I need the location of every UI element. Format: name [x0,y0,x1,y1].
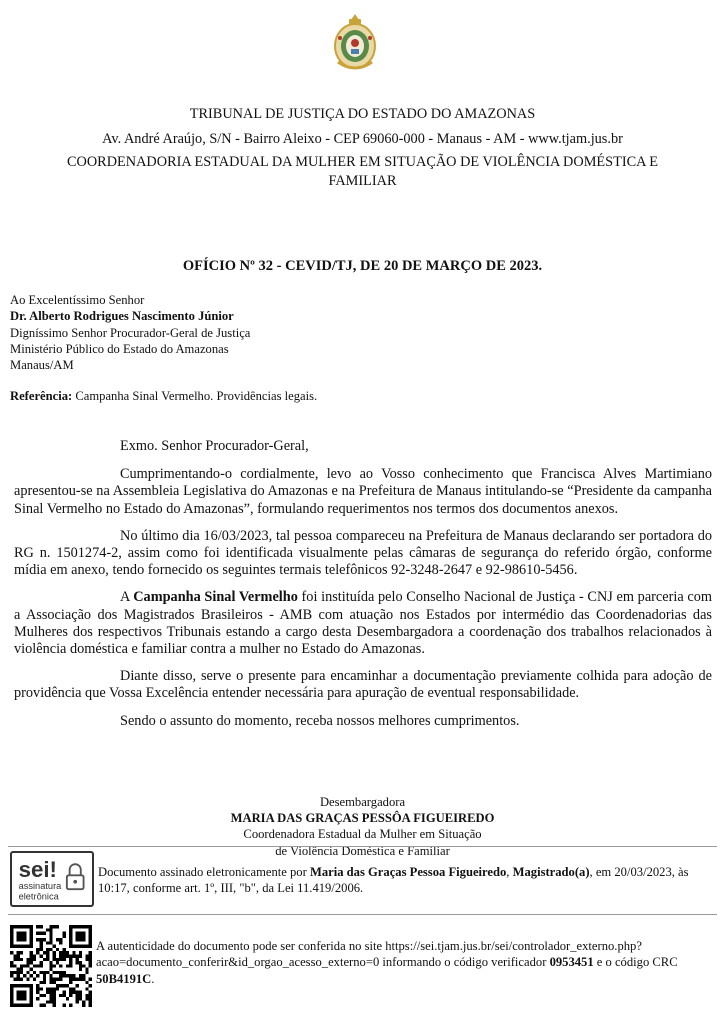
letter-body [14,438,712,740]
electronic-signature-box [8,846,717,910]
paragraph-3-prefix: A [120,589,134,606]
verifier-code: 0953451 [549,955,594,970]
paragraph-3-rest: foi instituída pelo Conselho Nacional de Justiça - CNJ em parceria com a Associação dos Magistrados Brasileiros - AMB com atuação nos Estados por intermédio das Coordenadorias das Mulheres dos respectivos Tribunais estando a cargo desta Desembargadora a coordenação dos trabalhos relacionados à violência doméstica e familiar contra a mulher no Estado do Amazonas. [14,589,712,658]
signer-name: MARIA DAS GRAÇAS PESSÔA FIGUEIREDO [230,811,495,826]
authenticity-box [8,914,717,1014]
addressee-city: Manaus/AM [10,358,74,373]
reference-label: Referência: [10,389,73,403]
paragraph-1: Cumprimentando-o cordialmente, levo ao Vosso conhecimento que Francisca Alves Martimiano apresentou-se na Assembleia Legislativa do Amazonas e na Prefeitura de Manaus intitulando-se “Presidente da campanha Sinal Vermelho no Estado do Amazonas”, formulando requerimentos nos termos dos documentos anexos. [14,466,712,517]
sei-logo-sub2: eletrônica [18,891,59,902]
sig-text-2: , [506,865,513,879]
greeting: Exmo. Senhor Procurador-Geral, [120,438,309,454]
letterhead [0,104,725,190]
document-title: OFÍCIO Nº 32 - CEVID/TJ, DE 20 DE MARÇO DE 2023. [182,258,543,274]
signer-line [0,794,725,826]
sig-text-1: Documento assinado eletronicamente por [98,865,310,879]
paragraph-2: No último dia 16/03/2023, tal pessoa compareceu na Prefeitura de Manaus declarando ser portadora do RG n. 1501274-2, assim como foi identificada visualmente pelas câmaras de segurança do referido órgão, conforme mídia em anexo, tendo fornecido os seguintes termais telefônicos 92-3248-2647 e 92-98610-5456. [14,527,712,579]
sei-logo-text: sei! [18,857,57,883]
sig-signer: Maria das Graças Pessoa Figueiredo [309,865,507,879]
paragraph-4: Diante disso, serve o presente para encaminhar a documentação previamente colhida para adoção de providência que Vossa Excelência entender necessária para apuração de eventual responsabilidade. [14,668,712,702]
authenticity-text [96,938,708,987]
coat-of-arms-seal [332,12,378,74]
campaign-name: Campanha Sinal Vermelho [133,589,298,606]
addressee-block [10,292,250,373]
addressee-role: Digníssimo Senhor Procurador-Geral de Justiça [10,325,251,340]
addressee-salutation: Ao Excelentíssimo Senhor [10,293,145,307]
signer-role-line-2: de Violência Doméstica e Familiar [275,843,450,858]
institution-name: TRIBUNAL DE JUSTIÇA DO ESTADO DO AMAZONAS [189,106,536,122]
auth-text-3: . [151,971,155,986]
crc-code: 50B4191C [96,971,152,986]
electronic-signature-text [98,864,718,897]
paragraph-5: Sendo o assunto do momento, receba nossos melhores cumprimentos. [120,712,520,729]
sei-logo-sub1: assinatura [18,881,62,892]
padlock-icon [67,864,84,889]
department-name: COORDENADORIA ESTADUAL DA MULHER EM SITUAÇÃO DE VIOLÊNCIA DOMÉSTICA E FAMILIAR [67,154,658,189]
auth-text-1: A autenticidade do documento pode ser conferida no site https://sei.tjam.jus.br/sei/controlador_externo.php?acao=documento_conferir&id_orgao_acesso_externo=0 informando o código verificador [96,939,642,970]
sei-signature-logo [10,851,94,907]
signer-title: Desembargadora [319,795,406,809]
institution-address: Av. André Araújo, S/N - Bairro Aleixo - CEP 69060-000 - Manaus - AM - www.tjam.jus.br [102,130,623,147]
sig-role: Magistrado(a) [512,865,590,879]
reference-text: Campanha Sinal Vermelho. Providências legais. [72,389,318,403]
sig-text-3: , em 20/03/2023, às 10:17, conforme art. 1º, III, "b", da Lei 11.419/2006. [98,865,689,896]
signer-role-line-1: Coordenadora Estadual da Mulher em Situação [243,827,482,842]
reference-line [10,389,317,404]
qr-code [10,925,92,1007]
addressee-name: Dr. Alberto Rodrigues Nascimento Júnior [10,309,234,324]
auth-text-2: e o código CRC [593,955,678,970]
paragraph-3 [14,589,712,658]
addressee-organization: Ministério Público do Estado do Amazonas [10,341,229,356]
